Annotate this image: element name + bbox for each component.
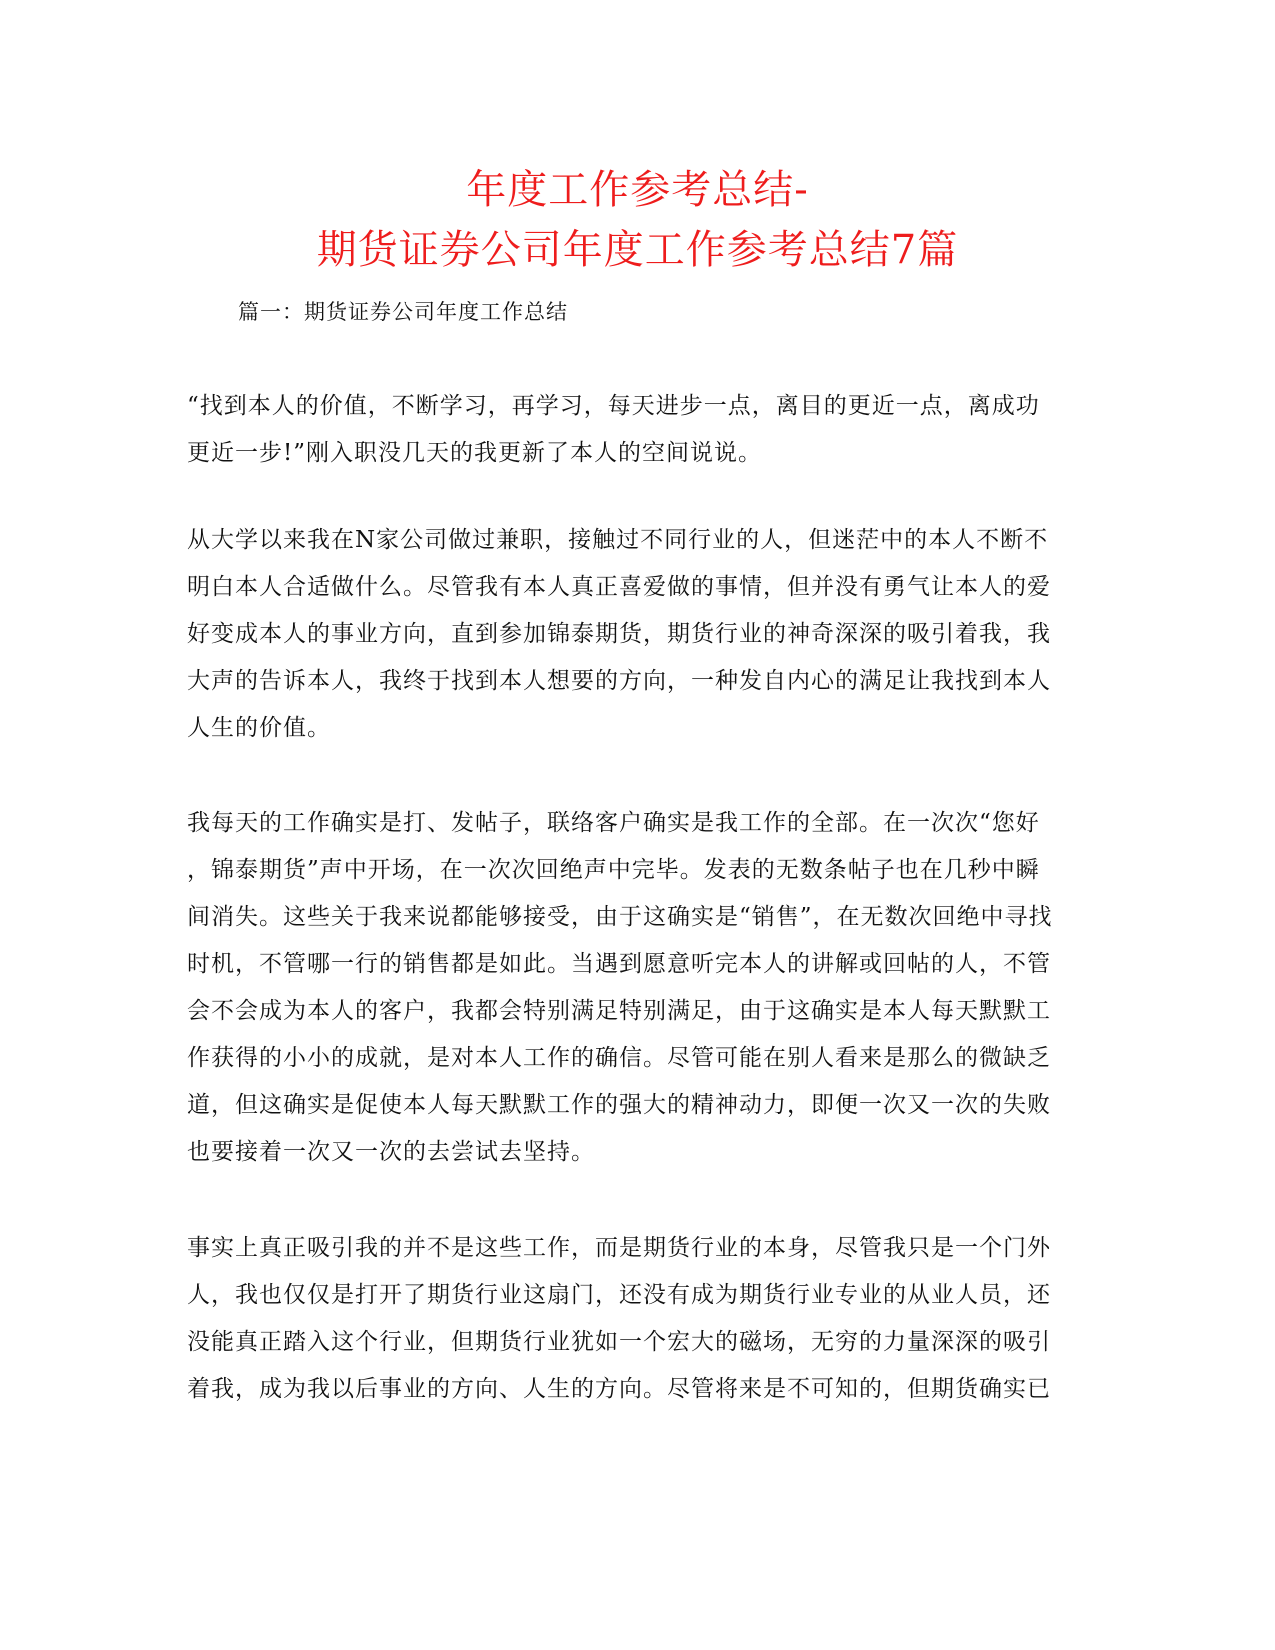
paragraph-line: 着我，成为我以后事业的方向、人生的方向。尽管将来是不可知的，但期货确实已: [187, 1376, 1051, 1402]
paragraph-line: 间消失。这些关于我来说都能够接受，由于这确实是“销售”，在无数次回绝中寻找: [187, 904, 1053, 930]
paragraph-line: 更近一步!”刚入职没几天的我更新了本人的空间说说。: [187, 440, 763, 466]
paragraph-line: 从大学以来我在N家公司做过兼职，接触过不同行业的人，但迷茫中的本人不断不: [187, 527, 1049, 553]
paragraph-line: 明白本人合适做什么。尽管我有本人真正喜爱做的事情，但并没有勇气让本人的爱: [187, 574, 1051, 600]
paragraph-2: [187, 517, 1087, 752]
paragraph-line: 人生的价值。: [187, 715, 331, 741]
paragraph-line: 也要接着一次又一次的去尝试去坚持。: [187, 1139, 595, 1165]
paragraph-line: 时机，不管哪一行的销售都是如此。当遇到愿意听完本人的讲解或回帖的人，不管: [187, 951, 1051, 977]
paragraph-line: 会不会成为本人的客户，我都会特别满足特别满足，由于这确实是本人每天默默工: [187, 998, 1051, 1024]
paragraph-3: [187, 800, 1087, 1176]
paragraph-line: ，锦泰期货”声中开场，在一次次回绝声中完毕。发表的无数条帖子也在几秒中瞬: [187, 857, 1040, 883]
document-title-line-2: 期货证券公司年度工作参考总结7篇: [316, 227, 959, 273]
paragraph-line: 作获得的小小的成就，是对本人工作的确信。尽管可能在别人看来是那么的微缺乏: [187, 1045, 1051, 1071]
paragraph-line: “找到本人的价值，不断学习，再学习，每天进步一点，离目的更近一点，离成功: [187, 393, 1040, 419]
section-heading: 篇一：期货证券公司年度工作总结: [238, 300, 568, 324]
paragraph-line: 没能真正踏入这个行业，但期货行业犹如一个宏大的磁场，无穷的力量深深的吸引: [187, 1329, 1051, 1355]
paragraph-line: 事实上真正吸引我的并不是这些工作，而是期货行业的本身，尽管我只是一个门外: [187, 1235, 1051, 1261]
paragraph-line: 好变成本人的事业方向，直到参加锦泰期货，期货行业的神奇深深的吸引着我，我: [187, 621, 1051, 647]
paragraph-1: [187, 383, 1087, 477]
paragraph-line: 人，我也仅仅是打开了期货行业这扇门，还没有成为期货行业专业的从业人员，还: [187, 1282, 1051, 1308]
paragraph-4: [187, 1225, 1087, 1413]
document-title-line-1: 年度工作参考总结-: [466, 167, 809, 213]
paragraph-line: 道，但这确实是促使本人每天默默工作的强大的精神动力，即便一次又一次的失败: [187, 1092, 1051, 1118]
paragraph-line: 大声的告诉本人，我终于找到本人想要的方向，一种发自内心的满足让我找到本人: [187, 668, 1051, 694]
paragraph-line: 我每天的工作确实是打、发帖子，联络客户确实是我工作的全部。在一次次“您好: [187, 810, 1040, 836]
